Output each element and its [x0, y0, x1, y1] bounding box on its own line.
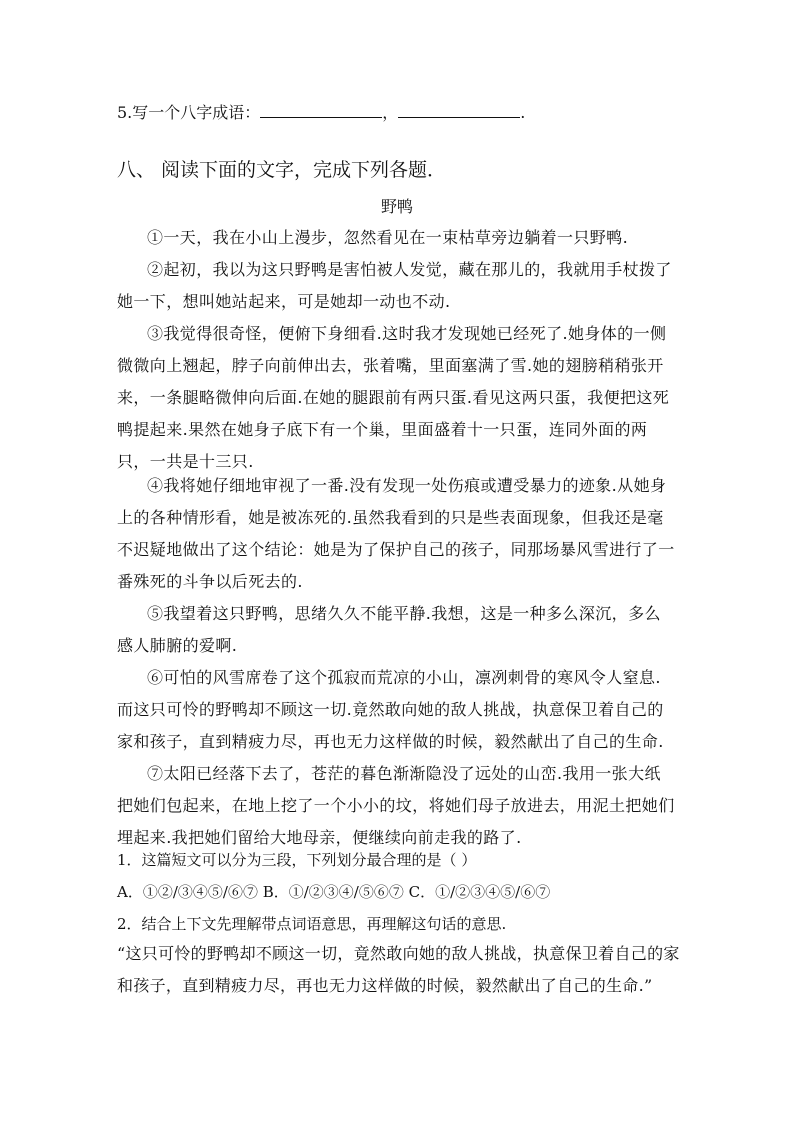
- question-2: 2．结合上下文先理解带点词语意思，再理解这句话的意思.: [117, 915, 507, 933]
- paragraph-5: ⑤我望着这只野鸭，思绪久久不能平静.我想，这是一种多么深沉，多么感人肺腑的爱啊.: [117, 604, 661, 655]
- answer-blank-2[interactable]: [398, 103, 520, 118]
- question-1: 1．这篇短文可以分为三段，下列划分最合理的是（ ）: [117, 851, 477, 869]
- question-5-end: .: [520, 103, 526, 122]
- question-5: [117, 103, 525, 123]
- question-5-separator: ，: [382, 103, 399, 122]
- paragraph-3: ③我觉得很奇怪，便俯下身细看.这时我才发现她已经死了.她身体的一侧微微向上翘起，脖子向前伸出去，张着嘴，里面塞满了雪.她的翅膀稍稍张开来，一条腿略微伸向后面.在她的腿跟前有两只蛋.看见这两只蛋，我便把这死鸭提起来.果然在她身子底下有一个巢，里面盛着十一只蛋，连同外面的两只，一共是十三只.: [117, 324, 670, 471]
- paragraph-6: ⑥可怕的风雪席卷了这个孤寂而荒凉的小山，凛冽刺骨的寒风令人窒息.而这只可怜的野鸭却不顾这一切.竟然敢向她的敌人挑战，执意保卫着自己的家和孩子，直到精疲力尽，再也无力这样做的时候，毅然献出了自己的生命.: [117, 668, 664, 751]
- paragraph-1: ①一天，我在小山上漫步，忽然看见在一束枯草旁边躺着一只野鸭.: [147, 228, 629, 247]
- question-1-options: A．①②/③④⑤/⑥⑦ B．①/②③④/⑤⑥⑦ C．①/②③④⑤/⑥⑦: [117, 883, 551, 901]
- answer-blank-1[interactable]: [260, 103, 382, 118]
- paragraph-4: ④我将她仔细地审视了一番.没有发现一处伤痕或遭受暴力的迹象.从她身上的各种情形看，她是被冻死的.虽然我看到的只是些表面现象，但我还是毫不迟疑地做出了这个结论：她是为了保护自己的孩子，同那场暴风雪进行了一番殊死的斗争以后死去的.: [117, 476, 675, 591]
- question-2-quote: “这只可怜的野鸭却不顾这一切，竟然敢向她的敌人挑战，执意保卫着自己的家和孩子，直到精疲力尽，再也无力这样做的时候，毅然献出了自己的生命.”: [117, 944, 680, 995]
- paragraph-7: ⑦太阳已经落下去了，苍茫的暮色渐渐隐没了远处的山峦.我用一张大纸把她们包起来，在地上挖了一个小小的坟，将她们母子放进去，用泥土把她们埋起来.我把她们留给大地母亲，便继续向前走我的路了.: [117, 764, 675, 847]
- section-heading: 八、 阅读下面的文字，完成下列各题．: [117, 159, 447, 181]
- paragraph-2: ②起初，我以为这只野鸭是害怕被人发觉，藏在那儿的，我就用手杖拨了她一下，想叫她站起来，可是她却一动也不动.: [117, 260, 672, 311]
- question-5-label: 5.写一个八字成语：: [117, 103, 261, 122]
- article-title: 野鸭: [380, 197, 413, 216]
